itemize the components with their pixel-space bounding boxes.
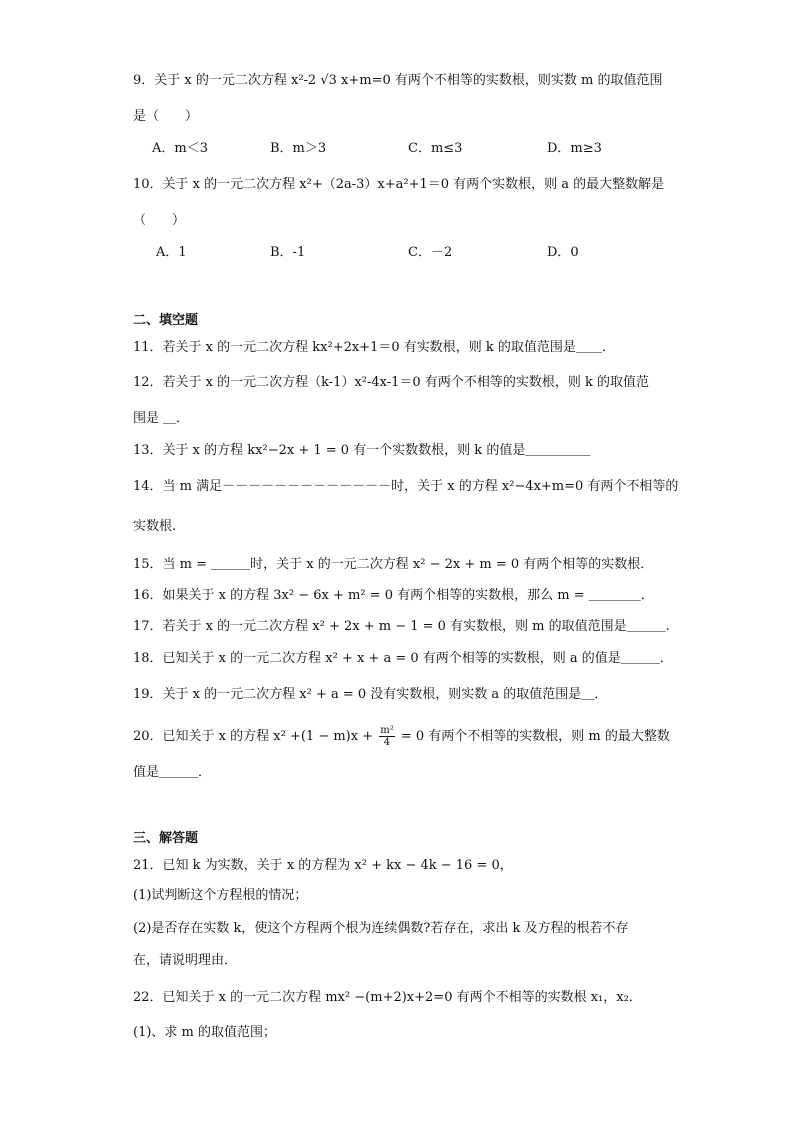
q10-stem-line1: 10．关于 x 的一元二次方程 x²+（2a-3）x+a²+1＝0 有两个实数根，则 a 的最大整数解是 [133,177,665,192]
q10-stem-line2: （ ） [133,213,186,228]
q15-text: 15．当 m = ＿＿＿时，关于 x 的一元二次方程 x² − 2x + m = 0 有两个相等的实数根． [133,557,654,572]
q9-stem-line2: 是（ ） [133,109,199,124]
q10-option-c: C．－2 [408,245,453,260]
q20-line2: 值是＿＿＿． [133,765,212,780]
q14-line2: 实数根. [133,519,177,534]
q18-text: 18．已知关于 x 的一元二次方程 x² + x + a = 0 有两个相等的实数根，则 a 的值是＿＿＿． [133,651,673,666]
q20-fraction [379,725,395,748]
q9-stem-line1: 9．关于 x 的一元二次方程 x²-2 √3 x+m=0 有两个不相等的实数根，则实数 m 的取值范围 [133,73,663,88]
section-answer-heading: 三、解答题 [133,831,199,846]
q12-line1: 12．若关于 x 的一元二次方程（k-1）x²-4x-1＝0 有两个不相等的实数根，则 k 的取值范 [133,375,649,390]
q16-text: 16．如果关于 x 的方程 3x² − 6x + m² = 0 有两个相等的实数根，那么 m = ＿＿＿＿． [133,588,654,603]
q21-line4: 在，请说明理由． [133,953,238,968]
q19-text: 19．关于 x 的一元二次方程 x² + a = 0 没有实数根，则实数 a 的取值范围是＿． [133,687,608,702]
q12-line2: 围是 ＿． [133,411,190,426]
q20-fraction-denominator: 4 [383,737,391,748]
q22-line1: 22．已知关于 x 的一元二次方程 mx² −(m+2)x+2=0 有两个不相等的实数根 x₁，x₂． [133,990,642,1005]
q22-line2: (1)、求 m 的取值范围； [133,1025,277,1040]
q21-line1: 21．已知 k 为实数，关于 x 的方程为 x² + kx − 4k − 16 = 0， [133,858,513,873]
q13-text: 13．关于 x 的方程 kx²−2x + 1 = 0 有一个实数数根，则 k 的值是＿＿＿＿＿ [133,443,591,458]
q14-line1: 14．当 m 满足－－－－－－－－－－－－－时，关于 x 的方程 x²−4x+m=0 有两个不相等的 [133,479,679,494]
q17-text: 17．若关于 x 的一元二次方程 x² + 2x + m − 1 = 0 有实数根，则 m 的取值范围是＿＿＿. [133,619,670,634]
q21-line2: (1)试判断这个方程根的情况； [133,888,308,903]
q9-option-d: D．m≥3 [547,141,602,156]
q10-option-a: A．1 [156,245,187,260]
q9-option-a: A．m＜3 [152,141,208,156]
q10-option-b: B．-1 [270,245,306,260]
q9-option-c: C．m≤3 [408,141,463,156]
q20-line1 [133,725,670,748]
q20-line1-pre: 20．已知关于 x 的方程 x² +(1 − m)x + [133,729,378,744]
q9-option-b: B．m＞3 [270,141,327,156]
q11-text: 11．若关于 x 的一元二次方程 kx²+2x+1＝0 有实数根，则 k 的取值范围是＿＿． [133,340,615,355]
section-fill-in-heading: 二、填空题 [133,313,199,328]
q10-option-d: D．0 [547,245,579,260]
q20-fraction-numerator: m² [380,725,394,736]
q20-line1-post: = 0 有两个不相等的实数根，则 m 的最大整数 [396,729,670,744]
q21-line3: (2)是否存在实数 k，使这个方程两个根为连续偶数?若存在，求出 k 及方程的根若不存 [133,921,629,936]
